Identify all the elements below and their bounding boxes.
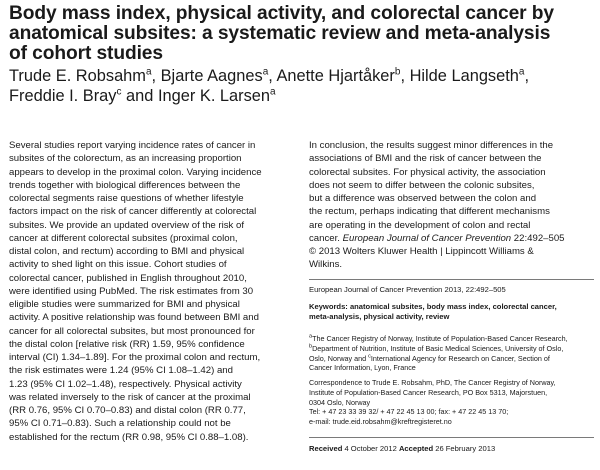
received-dates [309,444,495,454]
author-line [9,86,594,106]
correspondence-email[interactable]: e-mail: trude.eid.robsahm@kreftregisteret.no [309,417,452,427]
affiliation-line: Cancer Information, Lyon, France [309,363,416,373]
abstract-right-column [309,139,565,272]
affiliation-text: Oslo, Norway and [309,353,369,363]
author-name: Freddie I. Bray [9,87,117,105]
keywords [309,302,557,322]
author-name: Bjarte Aagnes [160,67,263,85]
abstract-line: factors impact on the risk of cancer differently at colorectal [9,206,257,218]
accepted-label: Accepted [398,444,434,453]
affiliation-mark: a [309,333,313,340]
abstract-line: colorectal cancer, published in English throughout 2010, [9,272,247,284]
abstract-line: 95% CI 0.71–0.83). Such a relationship could not be [9,418,231,430]
author-affiliation-mark: a [262,66,269,78]
abstract-line: established for the rectum (RR 0.98, 95% CI 0.88–1.08). [9,431,249,443]
accepted-date: 26 February 2013 [433,444,496,453]
keywords-label: Keywords: [309,302,350,311]
correspondence-line: Tel: + 47 23 33 39 32/ + 47 22 45 13 00; fax: + 47 22 45 13 70; [309,407,509,417]
keywords-line: meta-analysis, physical activity, review [309,312,450,321]
abstract-line: 1.23 (95% CI 1.02–1.48), respectively. Physical activity [9,378,242,390]
author-name: Anette Hjartåker [276,67,395,85]
title-line: anatomical subsites: a systematic review and meta-analysis [9,23,551,44]
keywords-text: anatomical subsites, body mass index, colorectal cancer, [349,302,557,311]
abstract-line: interval (CI) 1.34–1.89]. For the proximal colon and rectum, [9,352,261,363]
article-title [9,4,594,64]
abstract-line: colorectal segments raise questions of whether lifestyle [9,193,244,204]
affiliation-line [309,354,568,364]
affiliations [309,334,568,373]
correspondence-line: Institute of Population-Based Cancer Research, PO Box 5313, Majorstuen, [309,387,548,397]
affiliation-line [309,344,568,354]
abstract-line: does not seem to differ between the colonic subsites, [309,179,535,191]
title-line: Body mass index, physical activity, and colorectal cancer by [9,3,554,24]
author-name: Inger K. Larsen [157,87,271,105]
author-affiliation-mark: a [270,86,276,98]
abstract-line: (RR 0.76, 95% CI 0.70–0.83) and distal colon (RR 0.77, [9,405,246,416]
correspondence [309,378,556,427]
abstract-line: eligible studies were summarized for BMI and physical [9,299,240,310]
received-label: Received [309,444,343,453]
abstract-line: the distal colon [relative risk (RR) 1.59, 95% confidence [9,338,245,350]
author-list [9,66,594,106]
copyright-line: Wilkins. [309,259,343,271]
abstract-line: but a difference was observed between the colon and [309,193,537,204]
title-line: of cohort studies [9,43,163,64]
affiliation-line [309,334,568,344]
abstract-left-column [9,139,262,444]
affiliation-mark: b [309,343,313,350]
affiliation-text: The Cancer Registry of Norway, Institute of Population-Based Cancer Research, [312,334,568,343]
author-affiliation-mark: a [145,66,152,78]
abstract-line: activity to shed light on this issue. Cohort studies of [9,259,227,271]
abstract-line: are operating in the development of colon and rectal [309,219,531,231]
abstract-line: Several studies report varying incidence rates of cancer in [9,140,256,151]
abstract-line: activity. A positive relationship was found between BMI and [9,312,259,324]
author-separator: and [121,87,158,105]
author-separator: , [400,67,410,85]
abstract-line: appears to develop in the proximal colon. Varying incidence [9,166,262,178]
abstract-line: subsites of the colorectum, as an increasing proportion [9,153,242,165]
journal-citation: 22:492–505 [511,232,565,244]
correspondence-line: Correspondence to Trude E. Robsahm, PhD, The Cancer Registry of Norway, [309,378,556,387]
abstract-line: was related inversely to the risk of cancer at the proximal [9,391,251,403]
journal-reference-volume: 2013, 22:492–505 [442,285,506,294]
journal-reference [309,285,506,295]
abstract-line: were identified using PubMed. The risk estimates from 30 [9,285,254,297]
author-separator: , [524,67,530,85]
author-line [9,66,594,86]
journal-name: European Journal of Cancer Prevention [342,232,512,244]
abstract-last-words: cancer. [309,232,343,244]
affiliation-text: International Agency for Research on Cancer, Section of [370,353,550,363]
abstract-line: associations of BMI and the risk of cancer between the [309,153,542,165]
abstract-line: cancer for all colorectal subsites, but most pronounced for [9,325,255,337]
author-affiliation-mark: a [518,66,525,78]
abstract-citation-line [309,232,565,245]
abstract-line: In conclusion, the results suggest minor differences in the [309,140,554,151]
author-name: Hilde Langseth [409,67,519,85]
abstract-line: cancer at different colorectal subsites (proximal colon, [9,232,238,244]
section-divider [309,437,594,438]
abstract-line: the risk estimates were 1.24 (95% CI 1.08–1.42) and [9,365,233,377]
affiliation-mark: c [368,353,371,360]
author-separator: , [268,67,277,85]
author-affiliation-mark: b [394,66,401,78]
correspondence-line: 0304 Oslo, Norway [309,397,371,407]
abstract-line: trends together with biological differences between the [9,179,241,191]
keywords-line [309,302,557,312]
abstract-line: distal colon, and rectum) according to BMI and physical [9,246,245,257]
copyright-line: © 2013 Wolters Kluwer Health | Lippincott Williams & [309,246,534,257]
abstract-line: colorectal subsites. For physical activity, the association [309,166,546,178]
affiliation-text: Department of Nutrition, Institute of Basic Medical Sciences, University of Oslo, [312,343,564,353]
author-separator: , [151,67,161,85]
abstract-line: subsites. We provide an updated overview of the risk of [9,219,244,231]
abstract-line: the rectum, perhaps indicating that different mechanisms [309,206,550,218]
section-divider [309,279,594,280]
journal-reference-name: European Journal of Cancer Prevention [309,285,443,294]
received-date: 4 October 2012 [342,444,399,453]
author-name: Trude E. Robsahm [9,67,146,85]
author-affiliation-mark: c [116,86,122,98]
